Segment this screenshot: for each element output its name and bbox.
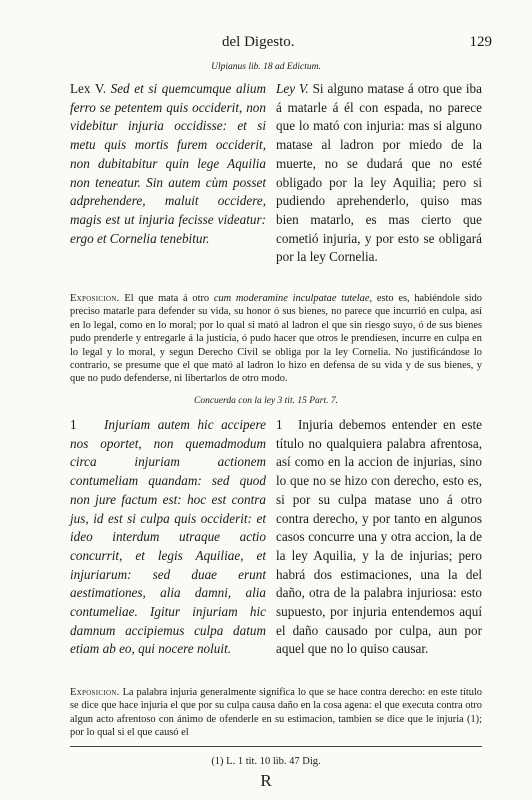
page-number: 129: [469, 34, 492, 50]
section1-latin-lead: Lex V.: [70, 81, 106, 96]
section1-exposition-italic: cum moderamine inculpatae tutelae: [213, 293, 370, 304]
section1-exposition-pre: El que mata á otro: [124, 293, 210, 304]
section1-citation: Ulpianus lib. 18 ad Edictum.: [211, 62, 321, 72]
running-title: del Digesto.: [222, 34, 295, 50]
section1-exposition: [70, 292, 482, 386]
section2-exposition-label: Exposicion.: [70, 687, 120, 698]
footnote: (1) L. 1 tit. 10 lib. 47 Dig.: [211, 756, 321, 767]
signature-mark: R: [260, 771, 272, 790]
section1-exposition-label: Exposicion.: [70, 293, 120, 304]
section2-latin-column: [70, 416, 266, 659]
section1-spanish-text: Si alguno matase á otro que iba á matarle á él con espada, no parece que lo mató con injuria: mas si alguno matase al ladron por miedo de la muerte, no se dudará que no esté obligado por la ley Aquilia; pero si pudiendo aprehenderlo, quiso mas bien matarlo, es mas cierto que cometió injuria, y por esto se obligará por la ley Cornelia.: [276, 81, 482, 265]
section1-latin-text: Sed et si quemcumque alium ferro se petentem quis occiderit, non videbitur injuria occidisse: et si metu quis mortis furem occiderit, non dubitabitur quin lege Aquilia non teneatur. Sin autem cùm posset adprehendere, maluit occidere, magis est ut injuria fecisse videatur: ergo et Cornelia tenebitur.: [70, 81, 267, 246]
section1-latin-column: [70, 80, 266, 248]
section2-spanish-lead: 1: [276, 417, 283, 432]
section2-latin-lead: 1: [70, 417, 77, 432]
footnote-rule: [70, 746, 482, 747]
section2-citation: Concuerda con la ley 3 tit. 15 Part. 7.: [194, 396, 338, 406]
section2-exposition: [70, 686, 482, 740]
section1-spanish-lead: Ley V.: [276, 81, 309, 96]
section1-exposition-post: , esto es, habiéndole sido preciso matarle para defender su vida, su honor ó sus bienes, no parece que incurrió en culpa, así en lo legal, como en lo moral; por lo qual si mató al ladron el que sin riesgo suyo, ó de sus bienes pudo prenderle y entregarle á la justicia, ó pudo hacer que otros le prendiesen, incurre en culpa en lo legal y lo moral, y segun Derecho Civil se obliga por la ley Cornelia. No justificándose lo contrario, se presume que el que mató al ladron lo hizo en defensa de su vida y de sus bienes, y que no pudo defenderse, ni libertarlos de otro modo.: [70, 293, 482, 385]
section2-spanish-column: [276, 416, 482, 659]
section2-spanish-text: Injuria debemos entender en este título no qualquiera palabra afrentosa, así como en la accion de injurias, sino lo que no se hizo con derecho, esto es, si por su culpa matase uno á otro contra derecho, y por tanto en algunos casos concurre una y otra accion, la de la ley Aquilia, y la de injurias; pero habrá dos estimaciones, una la del daño, otra de la palabra injuriosa: esto supuesto, por injuria entendemos aquí el daño causado por culpa, aun por aquel que no lo quiso causar.: [276, 417, 482, 657]
section1-spanish-column: [276, 80, 482, 267]
section2-exposition-text: La palabra injuria generalmente significa lo que se hace contra derecho: en este título se dice que hace injuria el que por su culpa causa daño en la cosa agena: el que executa contra otro algun acto afrentoso con ánimo de ofenderle en su estimacion, tambien se dice que le injuria (1); por lo qual si el que causó el: [70, 687, 482, 739]
section2-latin-text: Injuriam autem hic accipere nos oportet, non quemadmodum circa injuriam actionem contumeliam quandam: sed quod non jure factum est: hoc est contra jus, id est si culpa quis occiderit: et ideo interdum utraque actio concurrit, et legis Aquiliae, et injuriarum: sed duae erunt aestimationes, alia damni, alia contumeliae. Igitur injuriam hic damnum accipiemus culpa datum etiam ab eo, qui nocere noluit.: [70, 417, 266, 657]
running-head: [0, 34, 532, 56]
